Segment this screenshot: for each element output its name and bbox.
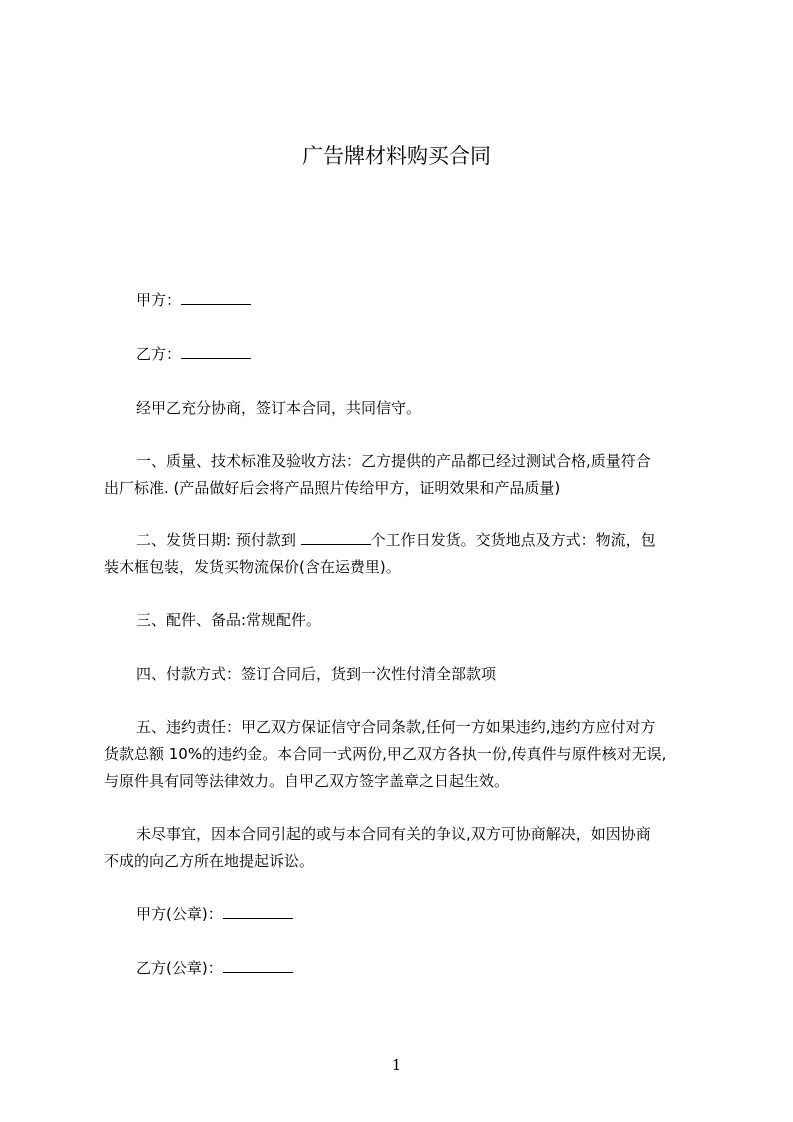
clause5-line3: 与原件具有同等法律效力。自甲乙双方签字盖章之日起生效。 [104, 772, 510, 790]
clause2-suffix: 个工作日发货。交货地点及方式：物流，包 [370, 531, 656, 549]
clause3: 三、配件、备品:常规配件。 [136, 611, 322, 629]
seal-b-line [104, 953, 736, 983]
party-b-label: 乙方： [136, 345, 182, 363]
party-a-label: 甲方： [136, 291, 182, 309]
clause2-blank [301, 530, 371, 545]
clause4: 四、付款方式：签订合同后，货到一次性付清全部款项 [136, 665, 497, 683]
clause5-line2: 货款总额 10%的违约金。本合同一式两份,甲乙双方各执一份,传真件与原件核对无误, [104, 745, 667, 763]
seal-a-blank [223, 904, 293, 919]
clause1-line2: 出厂标准. (产品做好后会将产品照片传给甲方，证明效果和产品质量) [104, 479, 561, 497]
clause2-line1 [104, 525, 736, 555]
clause6-line1: 未尽事宜，因本合同引起的或与本合同有关的争议,双方可协商解决，如因协商 [136, 825, 651, 843]
preamble: 经甲乙充分协商，签订本合同，共同信守。 [136, 399, 422, 417]
party-b-blank [181, 344, 251, 359]
clause2-line2: 装木框包装，发货买物流保价(含在运费里)。 [104, 558, 401, 576]
party-b-line [104, 339, 736, 369]
clause2-prefix: 二、发货日期: 预付款到 [136, 531, 296, 549]
clause6-line2: 不成的向乙方所在地提起诉讼。 [104, 852, 315, 870]
seal-a-label: 甲方(公章)： [136, 905, 223, 923]
clause1-line1: 一、质量、技术标准及验收方法：乙方提供的产品都已经过测试合格,质量符合 [136, 452, 651, 470]
document-title: 广告牌材料购买合同 [302, 144, 491, 168]
party-a-line [104, 285, 736, 315]
page-number: 1 [391, 1056, 402, 1074]
clause5-line1: 五、违约责任：甲乙双方保证信守合同条款,任何一方如果违约,违约方应付对方 [136, 718, 656, 736]
party-a-blank [181, 290, 251, 305]
seal-b-blank [223, 958, 293, 973]
seal-a-line [104, 899, 736, 929]
seal-b-label: 乙方(公章)： [136, 959, 223, 977]
